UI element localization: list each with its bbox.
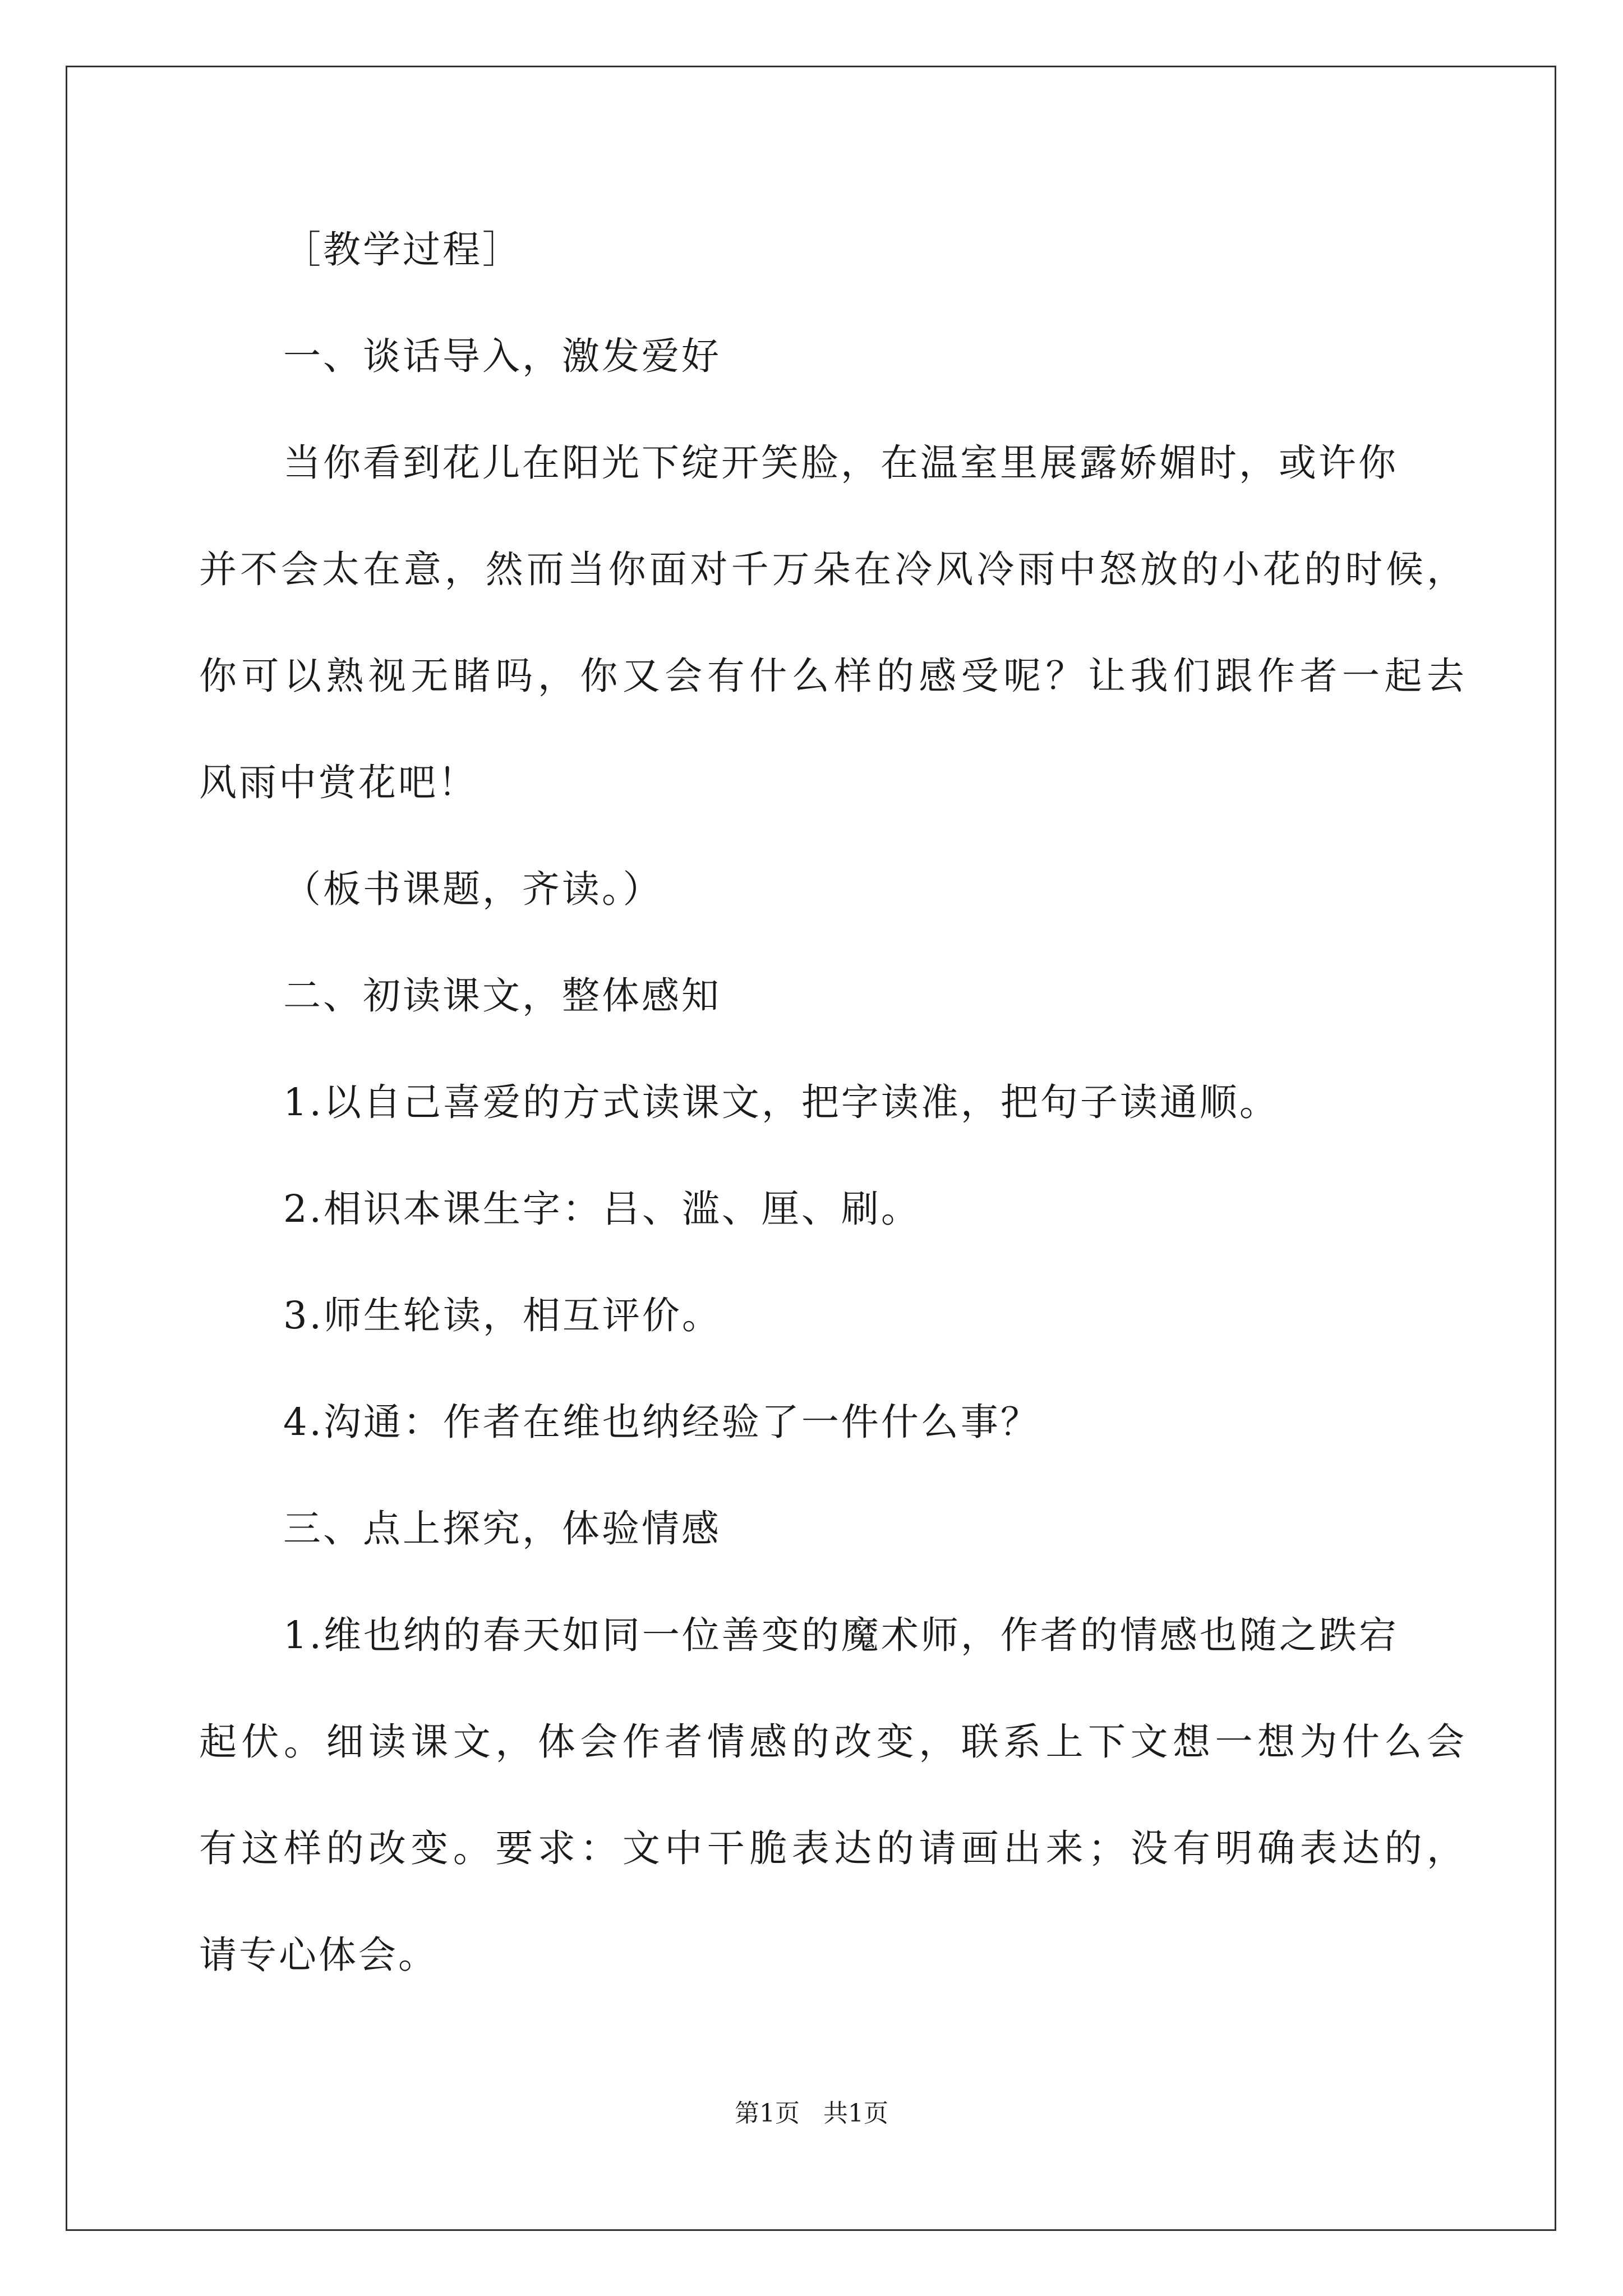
section-heading-1: 一、谈话导入，激发爱好 bbox=[283, 334, 721, 378]
paragraph-line: 请专心体会。 bbox=[199, 1933, 438, 1977]
section-heading-3: 三、点上探究，体验情感 bbox=[283, 1507, 721, 1550]
page-border bbox=[66, 66, 1556, 2231]
paragraph-line: 风雨中赏花吧！ bbox=[199, 761, 478, 804]
paragraph-line: 起伏。细读课文，体会作者情感的改变，联系上下文想一想为什么会 bbox=[199, 1720, 1467, 1764]
paragraph-line: 当你看到花儿在阳光下绽开笑脸，在温室里展露娇媚时，或许你 bbox=[283, 441, 1398, 485]
list-item: 4.沟通：作者在维也纳经验了一件什么事？ bbox=[283, 1400, 1040, 1444]
list-item: 3.师生轮读，相互评价。 bbox=[283, 1294, 722, 1337]
paragraph-line: 并不会太在意，然而当你面对千万朵在冷风冷雨中怒放的小花的时候， bbox=[199, 547, 1467, 591]
paragraph-line: 你可以熟视无睹吗，你又会有什么样的感受呢？让我们跟作者一起去 bbox=[199, 654, 1467, 698]
page-footer: 第1页 共1页 bbox=[735, 2099, 888, 2128]
section-heading-2: 二、初读课文，整体感知 bbox=[283, 974, 721, 1018]
section-heading-process: ［教学过程］ bbox=[283, 228, 522, 272]
list-item: 2.相识本课生字：吕、滥、厘、刷。 bbox=[283, 1187, 921, 1231]
list-item: 1.维也纳的春天如同一位善变的魔术师，作者的情感也随之跌宕 bbox=[283, 1613, 1399, 1657]
paragraph-line: （板书课题，齐读。） bbox=[283, 867, 663, 911]
list-item: 1.以自己喜爱的方式读课文，把字读准，把句子读通顺。 bbox=[283, 1080, 1279, 1124]
paragraph-line: 有这样的改变。要求：文中干脆表达的请画出来；没有明确表达的， bbox=[199, 1826, 1467, 1870]
